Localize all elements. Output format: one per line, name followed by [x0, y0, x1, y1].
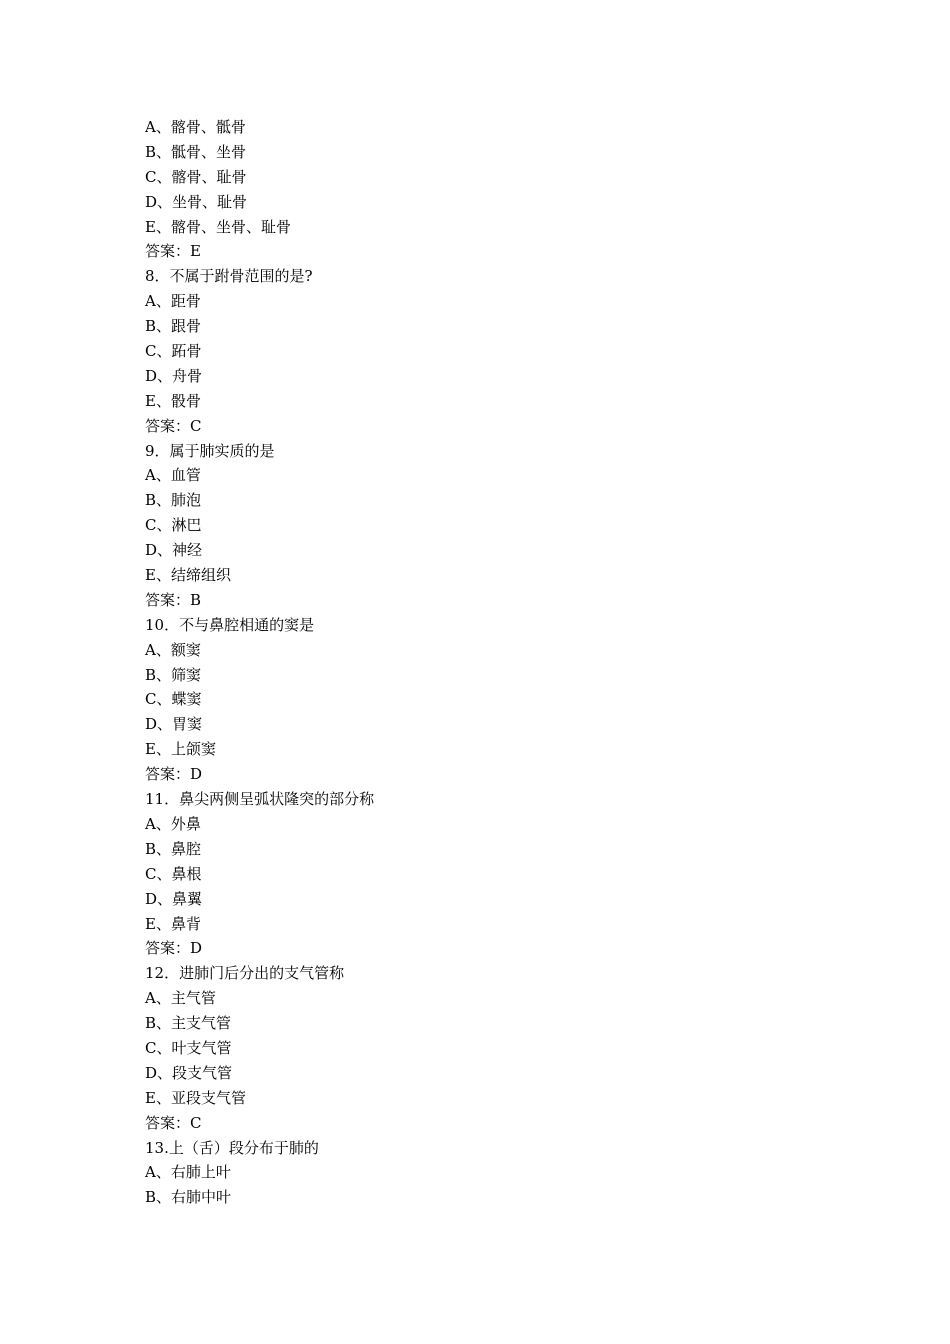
option-d: D、段支气管 [145, 1063, 233, 1082]
option-a: A、血管 [145, 466, 201, 485]
option-d: D、坐骨、耻骨 [145, 192, 248, 211]
option-b: B、鼻腔 [145, 839, 202, 858]
option-a: A、距骨 [145, 292, 201, 311]
option-d: D、鼻翼 [145, 889, 203, 908]
option-c: C、叶支气管 [145, 1038, 232, 1057]
answer: 答案：D [145, 765, 203, 784]
answer: 答案：D [145, 939, 203, 958]
question-11: 11．鼻尖两侧呈弧状隆突的部分称 [145, 790, 375, 809]
option-b: B、跟骨 [145, 317, 202, 336]
option-b: B、右肺中叶 [145, 1188, 232, 1207]
option-d: D、胃窦 [145, 715, 203, 734]
option-d: D、神经 [145, 541, 203, 560]
option-e: E、髂骨、坐骨、耻骨 [145, 217, 291, 236]
answer: 答案：C [145, 1113, 202, 1132]
answer: 答案：E [145, 242, 201, 261]
question-9: 9．属于肺实质的是 [145, 441, 275, 460]
option-a: A、外鼻 [145, 814, 201, 833]
option-a: A、主气管 [145, 989, 216, 1008]
document-page [145, 115, 845, 1210]
option-b: B、主支气管 [145, 1014, 232, 1033]
option-c: C、淋巴 [145, 516, 202, 535]
question-8: 8．不属于跗骨范围的是? [145, 267, 313, 286]
option-b: B、骶骨、坐骨 [145, 142, 247, 161]
question-13: 13.上（舌）段分布于肺的 [145, 1138, 319, 1157]
option-c: C、髂骨、耻骨 [145, 167, 247, 186]
option-b: B、肺泡 [145, 491, 202, 510]
option-c: C、蝶窦 [145, 690, 202, 709]
option-c: C、跖骨 [145, 342, 202, 361]
option-e: E、上颌窦 [145, 740, 216, 759]
question-10: 10．不与鼻腔相通的窦是 [145, 615, 315, 634]
option-e: E、结缔组织 [145, 566, 231, 585]
option-c: C、鼻根 [145, 864, 202, 883]
option-e: E、亚段支气管 [145, 1088, 246, 1107]
option-a: A、右肺上叶 [145, 1163, 231, 1182]
question-12: 12．进肺门后分出的支气管称 [145, 964, 345, 983]
answer: 答案：C [145, 416, 202, 435]
answer: 答案：B [145, 590, 202, 609]
option-a: A、额窦 [145, 640, 201, 659]
option-e: E、骰骨 [145, 391, 201, 410]
option-b: B、筛窦 [145, 665, 202, 684]
option-a: A、髂骨、骶骨 [145, 118, 246, 136]
option-e: E、鼻背 [145, 914, 201, 933]
option-d: D、舟骨 [145, 366, 203, 385]
